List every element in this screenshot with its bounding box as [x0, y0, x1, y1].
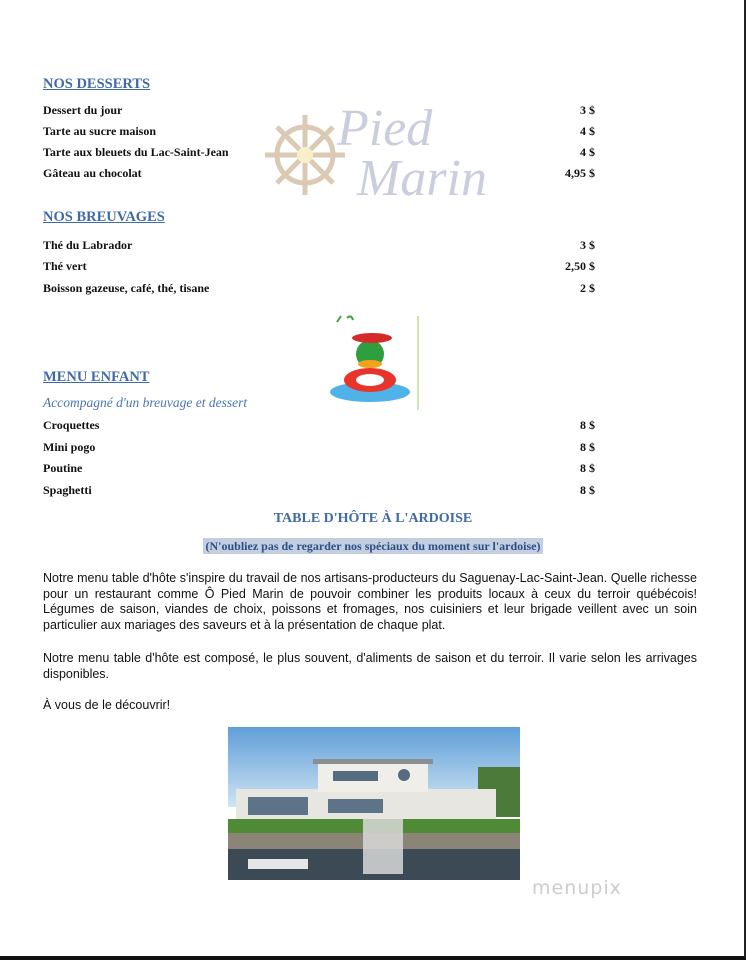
svg-text:Pied: Pied	[337, 100, 433, 157]
kids-heading: MENU ENFANT	[43, 369, 150, 385]
menu-item	[43, 145, 595, 160]
description-paragraph-3: À vous de le découvrir!	[43, 698, 171, 712]
item-price: 4,95 $	[565, 166, 595, 180]
menu-item	[43, 238, 595, 253]
item-price: 4 $	[580, 145, 595, 159]
description-paragraph-1: Notre menu table d'hôte s'inspire du travail de nos artisans-producteurs du Saguenay-Lac-Saint-Jean. Quelle richesse pour un restaurant comme Ô Pied Marin de pouvoir combiner les produits locaux à ceux du terroir québécois! Légumes de saison, viandes de choix, poissons et fromages, nos cuisiniers et leur brigade veillent avec un soin particulier aux mariages des saveurs et à la présentation de chaque plat.	[43, 571, 697, 632]
menu-item	[43, 440, 595, 455]
menu-item	[43, 103, 595, 118]
item-price: 4 $	[580, 124, 595, 138]
menu-item	[43, 281, 595, 296]
menu-item	[43, 483, 595, 498]
item-price: 3 $	[580, 238, 595, 252]
kids-subtitle: Accompagné d'un breuvage et dessert	[43, 395, 248, 410]
item-name: Gâteau au chocolat	[43, 166, 142, 180]
menu-item	[43, 124, 595, 139]
description-paragraph-2: Notre menu table d'hôte est composé, le plus souvent, d'aliments de saison et du terroir. Il varie selon les arrivages disponibles.	[43, 651, 697, 681]
item-name: Spaghetti	[43, 483, 92, 497]
drinks-heading: NOS BREUVAGES	[43, 209, 165, 225]
item-name: Dessert du jour	[43, 103, 123, 117]
item-price: 3 $	[580, 103, 595, 117]
svg-text:Marin: Marin	[357, 150, 487, 205]
menu-item	[43, 418, 595, 433]
item-price: 8 $	[580, 461, 595, 475]
note-text: (N'oubliez pas de regarder nos spéciaux du moment sur l'ardoise)	[205, 539, 541, 553]
item-price: 2,50 $	[565, 259, 595, 273]
table-hote-title: TABLE D'HÔTE À L'ARDOISE	[273, 511, 473, 526]
item-price: 8 $	[580, 440, 595, 454]
table-hote-note	[0, 539, 746, 554]
menu-item	[43, 461, 595, 476]
duck-clipart	[325, 312, 425, 412]
item-name: Boisson gazeuse, café, thé, tisane	[43, 281, 210, 295]
restaurant-photo	[228, 727, 520, 880]
item-name: Poutine	[43, 461, 83, 475]
item-price: 8 $	[580, 483, 595, 497]
menu-item	[43, 259, 595, 274]
desserts-heading: NOS DESSERTS	[43, 76, 151, 92]
item-price: 2 $	[580, 281, 595, 295]
item-name: Thé vert	[43, 259, 87, 273]
item-name: Mini pogo	[43, 440, 96, 454]
item-name: Tarte au sucre maison	[43, 124, 157, 138]
item-price: 8 $	[580, 418, 595, 432]
menupix-watermark: menupix	[532, 877, 622, 899]
item-name: Thé du Labrador	[43, 238, 133, 252]
item-name: Croquettes	[43, 418, 100, 432]
menu-item	[43, 166, 595, 181]
item-name: Tarte aux bleuets du Lac-Saint-Jean	[43, 145, 229, 159]
